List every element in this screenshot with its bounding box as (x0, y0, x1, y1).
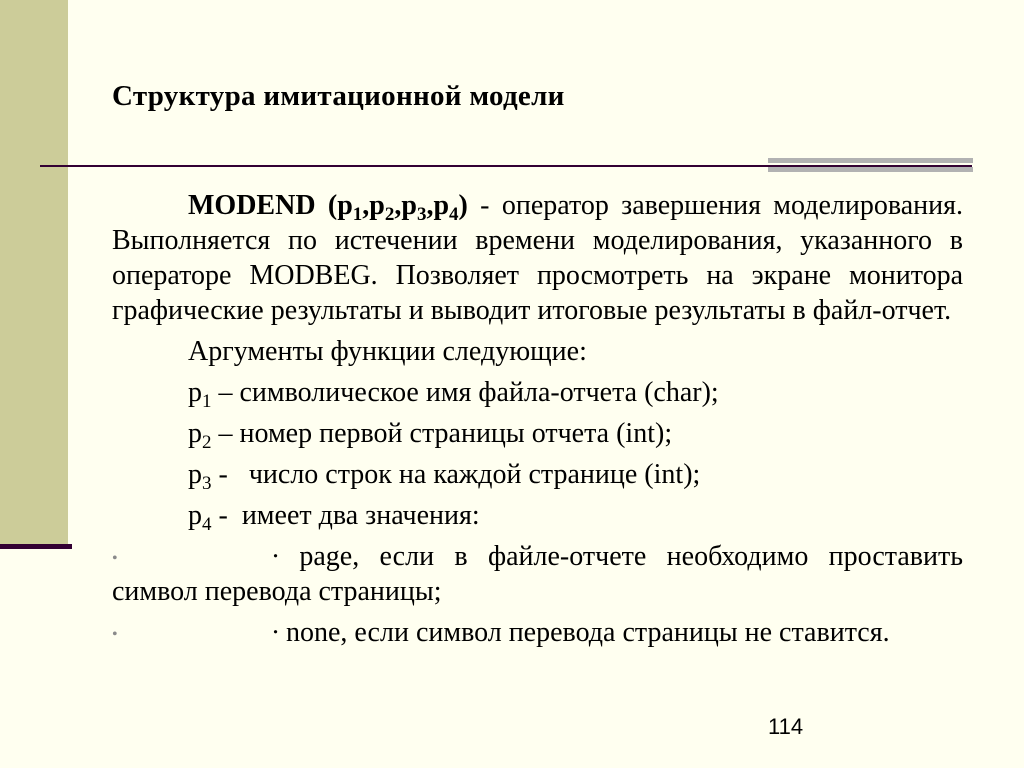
bullet-dot-icon: ∙ (272, 541, 279, 572)
bullet-marker: • (112, 626, 118, 643)
title-divider-accent (768, 158, 973, 178)
modend-description: MODEND $(p_1,p_2,p_3,p_4)$ - оператор завершения моделирования. Выполняется по истечении времени моделирования, указанного в операторе MODBEG. Позволяет просмотреть на экране монитора графические результаты и выводит итоговые результаты в файл-отчет. (112, 190, 963, 326)
arg-p1: $p_1$ – символическое имя файла-отчета (char); (188, 377, 719, 412)
slide-body (112, 188, 963, 656)
slide-title: Структура имитационной модели (112, 80, 565, 112)
page-number: 114 (768, 714, 804, 739)
list-item: • ∙ page, если в файле-отчете необходимо проставить символ перевода страницы; (112, 541, 963, 607)
left-decor-bar (0, 544, 72, 549)
bullet-marker: • (112, 550, 118, 567)
args-heading: Аргументы функции следующие: (188, 336, 587, 367)
left-decor-band (0, 0, 68, 548)
modend-signature: MODEND $(p_1,p_2,p_3,p_4)$ (188, 190, 468, 225)
bullet-dot-icon: ∙ (272, 617, 279, 648)
arg-p3: $p_3$ - число строк на каждой странице (int); (188, 459, 701, 494)
arg-p4: $p_4$ - имеет два значения: (188, 500, 480, 535)
list-item: • ∙ none, если символ перевода страницы не ставится. (112, 615, 963, 650)
arg-p2: $p_2$ – номер первой страницы отчета (int); (188, 418, 673, 453)
